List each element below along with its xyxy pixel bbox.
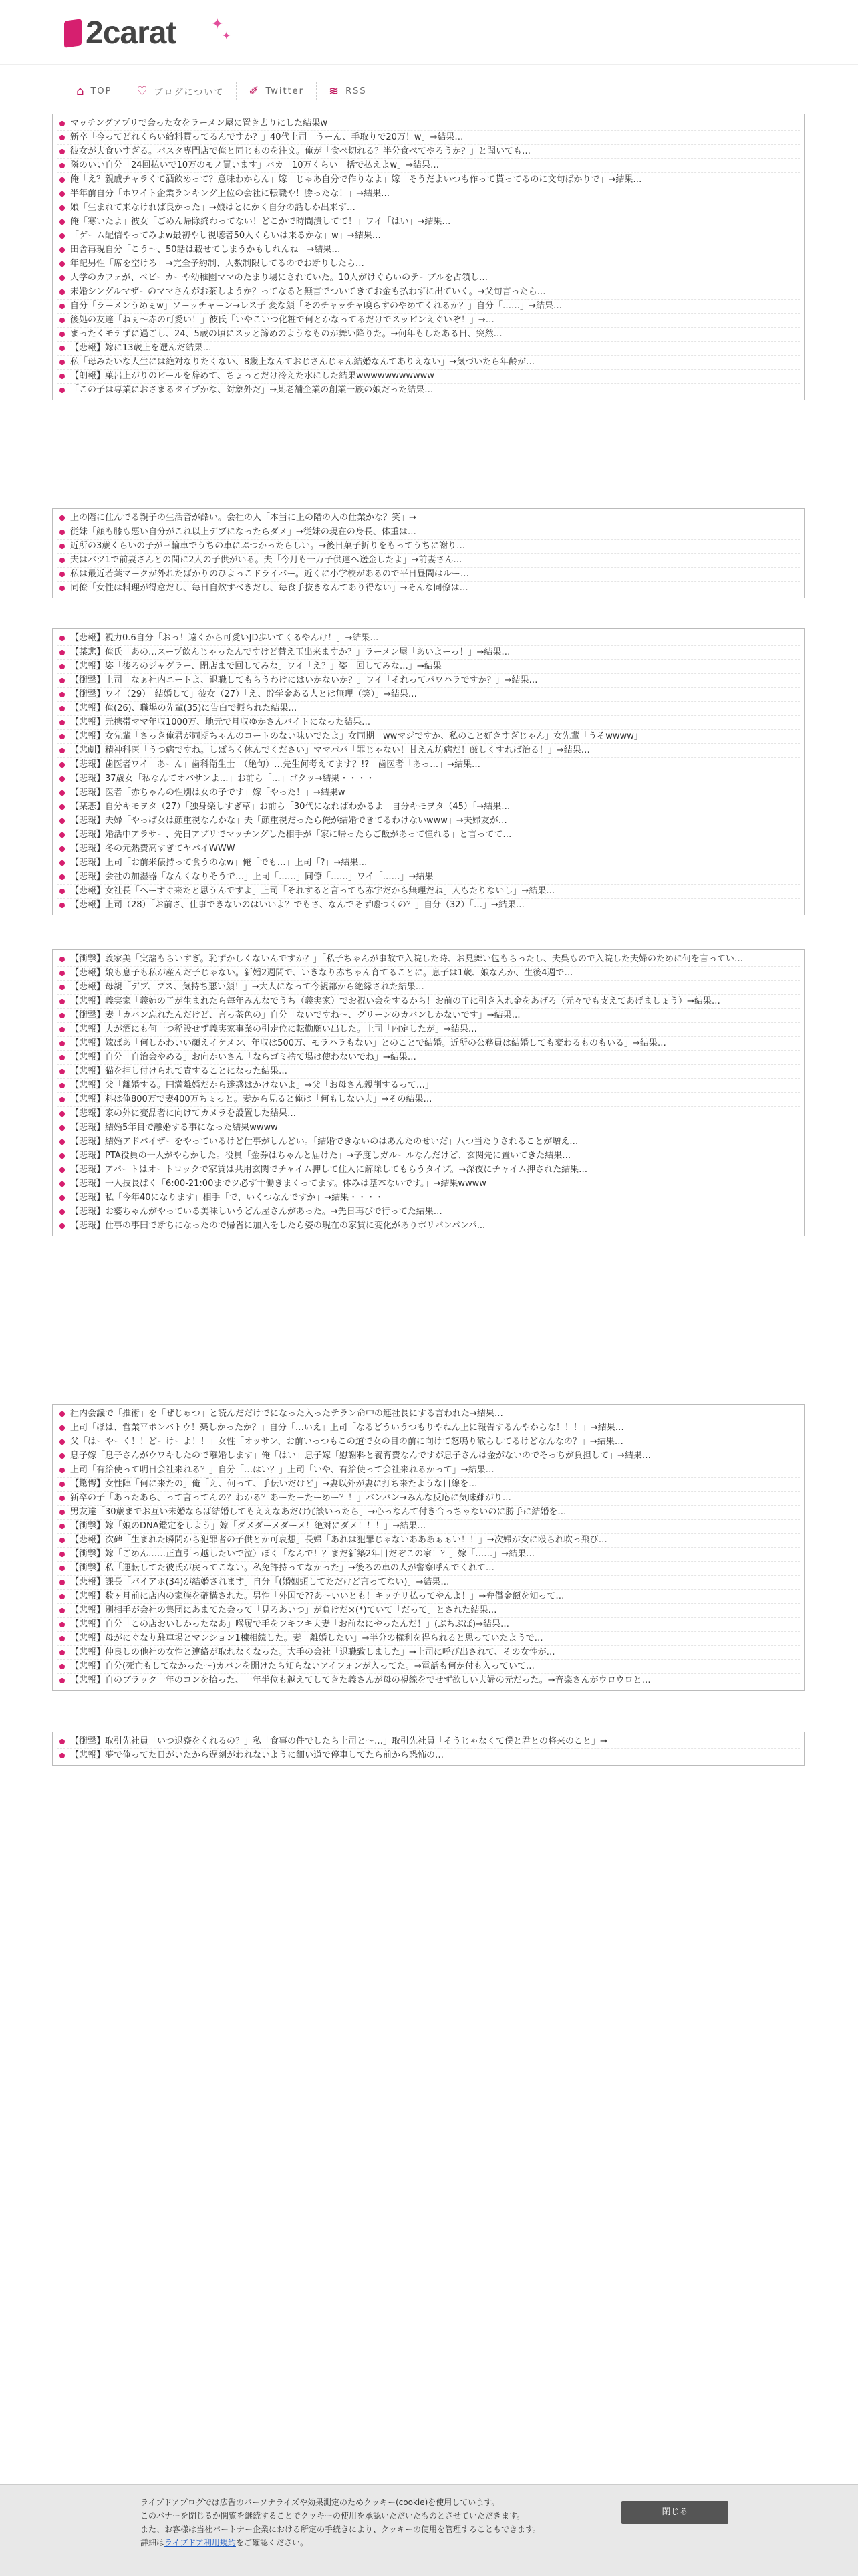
bullet-icon <box>59 1594 65 1599</box>
bullet-icon <box>59 205 65 211</box>
cookie-line: ライブドアブログでは広告のパーソナライズや効果測定のためクッキー(cookie)を使用しています。 <box>140 2498 500 2507</box>
list-item[interactable] <box>57 1177 800 1191</box>
list-item[interactable] <box>57 285 800 300</box>
headline-link[interactable]: 俺「寒いたよ」彼女「ごめん帰除終わってない！どこかで時間潰してて！」ワイ「はい」→結果… <box>70 217 451 227</box>
headline-link[interactable]: 【悲報】夫婦「やっぱ女は顔重視なんかな」夫「顔重視だったら俺が結婚できてるわけないwww」→夫婦友が… <box>70 816 507 826</box>
list-item[interactable] <box>57 568 800 582</box>
list-item[interactable] <box>57 271 800 285</box>
list-item[interactable] <box>57 1590 800 1604</box>
bullet-icon <box>59 846 65 852</box>
bullet-icon <box>59 1195 65 1201</box>
list-item[interactable] <box>57 1660 800 1674</box>
bullet-icon <box>59 1678 65 1683</box>
headline-link[interactable]: 【衝撃】嫁「娘のDNA鑑定をしよう」嫁「ダメダーメダーメ！絶対にダメ！！！」→結果… <box>70 1521 426 1531</box>
list-item[interactable] <box>57 899 800 912</box>
twitter-bird-icon: ✐ <box>249 84 261 98</box>
list-item[interactable] <box>57 632 800 646</box>
bullet-icon <box>59 748 65 753</box>
bullet-icon <box>59 957 65 962</box>
bullet-icon <box>59 1664 65 1669</box>
headline-link[interactable]: 【衝撃】私「運転してた彼氏が戻ってこない。私免許持ってなかった」→後ろの車の人が警察呼んでくれて… <box>70 1563 494 1573</box>
headline-link[interactable]: 【悲報】嫁ばあ「何しかわいい顔えイケメン、年収は500万、モラハラもない」とのことで結婚。近所の公務員は結婚しても変わるものもいる」→結果… <box>70 1038 666 1048</box>
bullet-icon <box>59 1650 65 1655</box>
list-item[interactable] <box>57 1646 800 1660</box>
headline-link[interactable]: 【悲報】別相手が会社の集団にあまてた会って「見ろあいつ」が負けだ×(*)ていて「だって」とされた結果… <box>70 1605 497 1615</box>
list-item[interactable] <box>57 1037 800 1051</box>
bullet-icon <box>59 586 65 591</box>
bullet-icon <box>59 985 65 990</box>
headline-link[interactable]: 【悲報】女先輩「さっき俺君が同期ちゃんのコートのない味いでたよ」女同期「wwマジですか、私のこと好きすぎじゃん」女先輩「うそwwww」 <box>70 731 643 741</box>
list-item[interactable] <box>57 1674 800 1687</box>
logo-text: 2carat <box>86 15 176 51</box>
list-item[interactable] <box>57 1520 800 1534</box>
list-item[interactable] <box>57 1492 800 1506</box>
bullet-icon <box>59 1097 65 1102</box>
bullet-icon <box>59 177 65 183</box>
list-item[interactable] <box>57 786 800 800</box>
bullet-icon <box>59 233 65 239</box>
headline-link[interactable]: 【悲報】37歳女「私なんてオバサンよ…」お前ら「…」ゴクッ→結果・・・・ <box>70 774 375 784</box>
sparkle-icon: ✦ <box>222 29 231 42</box>
bullet-icon <box>59 1496 65 1501</box>
headline-list <box>52 1732 805 1766</box>
cookie-text <box>140 2496 608 2549</box>
headline-link[interactable]: 【悲報】父「離婚する。円満離婚だから迷惑はかけないよ」→父「お母さん親削するって…」 <box>70 1080 434 1090</box>
bullet-icon <box>59 1041 65 1046</box>
list-item[interactable] <box>57 145 800 159</box>
cookie-close-button[interactable]: 閉じる <box>621 2501 728 2524</box>
headline-link[interactable]: 【悲報】義実家「義姉の子が生まれたら毎年みんなでうち（義実家）でお祝い会をするから！お前の子に引き入れ金をあげろ（元々でも支えてあげましょう）→結果… <box>70 996 720 1006</box>
list-item[interactable] <box>57 370 800 384</box>
headline-link[interactable]: 【悲報】医者「赤ちゃんの性別は女の子です」嫁「やった！」→結果w <box>70 788 345 798</box>
list-item[interactable] <box>57 744 800 758</box>
cookie-suffix: をご確認ください。 <box>235 2538 308 2547</box>
cookie-line: このバナーを閉じるか閲覧を継続することでクッキーの使用を承認いただいたものとさせていただきます。 <box>140 2511 525 2521</box>
cookie-prefix: 詳細は <box>140 2538 165 2547</box>
headline-link[interactable]: 【悲報】嫁に13歳上を選んだ結果… <box>70 343 212 353</box>
headline-link[interactable]: 【悲報】母がにぐなり駐車場とマンション1棟相続した。妻「離婚したい」→半分の権利を得られると思っていたようで… <box>70 1633 543 1643</box>
bullet-icon <box>59 720 65 725</box>
headline-link[interactable]: 【悲報】自分「この店おいしかったなあ」喉履で手をフキフキ夫妻「お前なにやったんだ！」(ぷちぷぼ)→結果… <box>70 1619 509 1629</box>
bullet-icon <box>59 332 65 337</box>
headline-link[interactable]: 【悲報】夫が酒にも何一つ稲設せず義実家事業の引走位に転勤願い出した。上司「内定したが」→結果… <box>70 1024 477 1034</box>
bullet-icon <box>59 1538 65 1543</box>
bullet-icon <box>59 1055 65 1060</box>
bullet-icon <box>59 664 65 669</box>
bullet-icon <box>59 776 65 782</box>
rss-icon: ≋ <box>329 84 341 98</box>
list-item[interactable] <box>57 1618 800 1632</box>
bullet-icon <box>59 1153 65 1159</box>
headline-link[interactable]: 【悲劇】精神科医「うつ病ですね。しばらく休んでください」ママパパ「罪じゃない！甘えん坊病だ！厳しくすれば治る！」→結果… <box>70 745 590 755</box>
bullet-icon <box>59 1468 65 1473</box>
bullet-icon <box>59 1453 65 1459</box>
bullet-icon <box>59 1552 65 1557</box>
cookie-banner <box>0 2484 858 2576</box>
headline-link[interactable]: 【悲報】結婚アドバイザーをやっているけど仕事がしんどい。「結婚できないのはあんたのせいだ」八つ当たりされることが増え… <box>70 1137 579 1147</box>
list-item[interactable] <box>57 229 800 243</box>
headline-link[interactable]: 【悲報】会社の加湿器「なんくなりそうで…」上司「……」同僚「……」ワイ「……」→結果 <box>70 872 434 882</box>
list-item[interactable] <box>57 582 800 595</box>
bullet-icon <box>59 1566 65 1571</box>
bullet-icon <box>59 1580 65 1585</box>
list-item[interactable] <box>57 995 800 1009</box>
list-item[interactable] <box>57 328 800 342</box>
headline-link[interactable]: 【悲報】仕事の事田で断ちになったので帰省に加入をしたら姿の現在の家賃に変化がありポリパンパンパ... <box>70 1221 486 1231</box>
headline-link[interactable]: 私は最近若葉マークが外れたばかりのひよっこドライバー。近くに小学校があるので平日昼間はルー… <box>70 569 469 579</box>
bullet-icon <box>59 191 65 197</box>
list-item[interactable] <box>57 885 800 899</box>
bullet-icon <box>59 1083 65 1088</box>
list-item[interactable] <box>57 828 800 842</box>
headline-link[interactable]: 上の階に住んでる親子の生活音が酷い。会社の人「本当に上の階の人の仕業かな？笑」→ <box>70 513 416 523</box>
bullet-icon <box>59 706 65 711</box>
headline-link[interactable]: 【悲報】自分(死亡もしてなかった〜)カバンを開けたら知らないアイフォンが入ってた。→電話も何か付も入っていて… <box>70 1661 535 1671</box>
list-item[interactable] <box>57 1051 800 1065</box>
list-item[interactable] <box>57 1065 800 1079</box>
nav-label: RSS <box>345 86 367 96</box>
headline-list <box>52 1404 805 1691</box>
headline-link[interactable]: 同僚「女性は料理が得意だし、毎日自炊すべきだし、毎食手抜きなんてあり得ない」→そんな同僚は… <box>70 583 468 593</box>
headline-link[interactable]: 【悲報】仲良しの他社の女性と連絡が取れなくなった。大手の会社「退職致しました」→上司に呼び出されて、その女性が… <box>70 1647 555 1657</box>
headline-list <box>52 949 805 1236</box>
list-item[interactable] <box>57 342 800 356</box>
bullet-icon <box>59 790 65 796</box>
bullet-icon <box>59 135 65 140</box>
list-item[interactable] <box>57 800 800 814</box>
bullet-icon <box>59 1608 65 1613</box>
list-item[interactable] <box>57 314 800 328</box>
list-item[interactable] <box>57 511 800 525</box>
bullet-icon <box>59 1510 65 1515</box>
list-item[interactable] <box>57 870 800 885</box>
bullet-icon <box>59 149 65 154</box>
list-item[interactable] <box>57 1407 800 1421</box>
list-item[interactable] <box>57 384 800 397</box>
list-item[interactable] <box>57 1735 800 1749</box>
nav-twitter[interactable] <box>237 82 317 100</box>
nav-label: TOP <box>90 86 112 96</box>
bullet-icon <box>59 1111 65 1117</box>
bullet-icon <box>59 734 65 739</box>
headline-link[interactable]: 【悲報】一人技長ばく「6:00-21:00までツ必ず十働きまくってます。体みは基本ないです。」→結果wwww <box>70 1179 486 1189</box>
list-item[interactable] <box>57 1548 800 1562</box>
nav-label: ブログについて <box>154 87 225 98</box>
list-item[interactable] <box>57 981 800 995</box>
list-item[interactable] <box>57 243 800 257</box>
list-item[interactable] <box>57 1534 800 1548</box>
headline-link[interactable]: 未婚シングルマザーのママさんがお茶しようか？ってなると無言でついてきてお金も払わずに出ていく。→父旬言ったら… <box>70 287 546 297</box>
list-item[interactable] <box>57 772 800 786</box>
headline-list <box>52 508 805 598</box>
headline-link[interactable]: まったくモテずに過ごし、24、5歳の頃にスッと諦めのようなものが舞い降りた。→何年もしたある日、突然… <box>70 329 503 339</box>
bullet-icon <box>59 1209 65 1215</box>
bullet-icon <box>59 1223 65 1229</box>
bullet-icon <box>59 1027 65 1032</box>
bullet-icon <box>59 678 65 683</box>
headline-link[interactable]: 【悲報】冬の元熱費高すぎてヤバイWWW <box>70 844 235 854</box>
headline-link[interactable]: 【衝撃】上司「なぁ社内ニートよ、退職してもらうわけにはいかないか？」ワイ「それってパワハラですか？」→結果… <box>70 675 538 685</box>
list-item[interactable] <box>57 1121 800 1135</box>
list-item[interactable] <box>57 1009 800 1023</box>
bullet-icon <box>59 572 65 577</box>
list-item[interactable] <box>57 356 800 370</box>
bullet-icon <box>59 971 65 976</box>
bullet-icon <box>59 1167 65 1173</box>
headline-link[interactable]: 上司「有給使って明日会社来れる？」自分「…はい？」上司「いや、有給使って会社来れるかって」→結果… <box>70 1465 494 1475</box>
list-item[interactable] <box>57 201 800 215</box>
headline-link[interactable]: 【衝撃】嫁「ごめん……正直引っ越したいで泣）ぼく「なんで！？まだ新築2年目だぞこの家！？」嫁「……」→結果… <box>70 1549 535 1559</box>
terms-link[interactable]: ライブドア利用規約 <box>164 2538 236 2547</box>
headline-link[interactable]: 【悲報】娘も息子も私が産んだ子じゃない。新婚2週間で、いきなり赤ちゃん育てることに。息子は1歳、娘なんか、生後4週で… <box>70 968 573 978</box>
list-item[interactable] <box>57 716 800 730</box>
headline-link[interactable]: 新卒「今ってどれくらい給料貰ってるんですか？」40代上司「うーん、手取りで20万！w」→結果… <box>70 132 464 142</box>
bullet-icon <box>59 558 65 563</box>
list-item[interactable] <box>57 1576 800 1590</box>
bullet-icon <box>59 261 65 267</box>
headline-link[interactable]: 【悲報】女社長「へーすぐ来たと思うんですよ」上司「それすると言っても赤字だから無理だね」人もたりないし」→結果… <box>70 886 555 896</box>
nav-label: Twitter <box>265 86 305 96</box>
bullet-icon <box>59 860 65 866</box>
bullet-icon <box>59 818 65 824</box>
list-item[interactable] <box>57 131 800 145</box>
headline-link[interactable]: 社内会議で「推術」を「ぜじゅつ」と読んだだけでになった入ったテラン命中の連社長にする言われた→結果… <box>70 1409 503 1419</box>
headline-link[interactable]: 隣のいい自分「24回払いで10万のモノ買います」バカ「10万くらい一括で払えよw」→結果… <box>70 160 440 170</box>
nav-rss[interactable] <box>317 82 379 100</box>
bullet-icon <box>59 650 65 655</box>
list-item[interactable] <box>57 187 800 201</box>
list-item[interactable] <box>57 257 800 271</box>
headline-link[interactable]: 【悲報】猫を押し付けられて責することになった結果… <box>70 1066 288 1076</box>
bullet-icon <box>59 530 65 535</box>
headline-link[interactable]: 【悲報】母親「デブ、ブス、気持ち悪い顔！」→大人になって今親都から絶縁された結果… <box>70 982 424 992</box>
heart-icon: ♡ <box>136 84 149 98</box>
headline-link[interactable]: 【衝撃】ワイ（29）「結婚して」彼女（27）「え、貯学金ある人とは無理（笑）」→結果… <box>70 689 417 699</box>
bullet-icon <box>59 1013 65 1018</box>
headline-link[interactable]: 【某悲】自分キモヲタ（27）「独身楽しすぎ草」お前ら「30代になればわかるよ」自分キモヲタ（45）「→結果… <box>70 802 511 812</box>
headline-link[interactable]: 【悲報】歯医者ワイ「あーん」歯科衛生士「（絶句）…先生何考えてます？!?」歯医者「あっ…」→結果… <box>70 759 480 770</box>
list-item[interactable] <box>57 1562 800 1576</box>
headline-link[interactable]: 【悲報】上司（28）「お前さ、仕事できないのはいいよ？でもさ、なんでそず嘘つくの？」自分（32）「…」→結果… <box>70 900 525 910</box>
bullet-icon <box>59 275 65 281</box>
headline-link[interactable]: 年記男性「席を空けろ」→完全予約制、人数制限してるのでお断りしたら… <box>70 259 364 269</box>
bullet-icon <box>59 219 65 225</box>
headline-link[interactable]: 近所の3歳くらいの子が三輪車でうちの車にぶつかったらしい。→後日菓子折りをもってうちに謝り… <box>70 541 466 551</box>
list-item[interactable] <box>57 1191 800 1205</box>
bullet-icon <box>59 1439 65 1445</box>
headline-link[interactable]: 田舎再現自分「こう〜、50話は載せてしまうかもしれんね」→結果… <box>70 245 341 255</box>
list-item[interactable] <box>57 1421 800 1435</box>
headline-link[interactable]: 【悲報】姿「後ろのジャグラー、閉店まで回してみな」ワイ「え？」姿「回してみな…」→結果 <box>70 661 442 671</box>
headline-list <box>52 628 805 915</box>
site-header <box>0 0 858 65</box>
headline-link[interactable]: 【悲報】自分「自治会やめる」お向かいさん「ならゴミ捨て場は使わないでね」→結果… <box>70 1052 416 1062</box>
headline-link[interactable]: 【悲報】料は俺800万で妻400万ちょっと。妻から見ると俺は「何もしない夫」→その結果… <box>70 1094 432 1104</box>
list-item[interactable] <box>57 215 800 229</box>
bullet-icon <box>59 1181 65 1187</box>
bullet-icon <box>59 121 65 126</box>
cookie-line <box>140 2536 608 2549</box>
headline-link[interactable]: 【悲報】次碑「生まれた瞬間から犯罪者の子供とか可哀想」長婦「あれは犯罪じゃないあああぁぁい！！」→次婦が女に殴られ吹っ飛び… <box>70 1535 607 1545</box>
bullet-icon <box>59 360 65 365</box>
headline-link[interactable]: 新卒の子「あったあら、って言ってんの？わかる？あーたーたーめー？！」バンバン→みんな反応に気味難がり… <box>70 1493 511 1503</box>
bullet-icon <box>59 304 65 309</box>
headline-link[interactable]: 【悲報】上司「お前米俵持って食うのなw」俺「でも…」上司「?」→結果… <box>70 858 368 868</box>
list-item[interactable] <box>57 1219 800 1233</box>
headline-link[interactable]: 上司「ほは、営業平ポンバトウ！楽しかったか？」自分「…いえ」上司「なるどういうつもりやねん上に報告するんやからな！！！」→結果… <box>70 1423 624 1433</box>
bullet-icon <box>59 1125 65 1131</box>
headline-link[interactable]: 【悲報】俺(26)、職場の先輩(35)に告白で振られた結果… <box>70 703 297 713</box>
headline-link[interactable]: 【悲報】アパートはオートロックで家賃は共用玄関でチャイム押して住人に解除してもらうタイプ。→深夜にチャイム押された結果… <box>70 1165 588 1175</box>
list-item[interactable] <box>57 1435 800 1449</box>
headline-link[interactable]: 【悲報】夢で俺ってた日がいたから遅刻がわれないように細い道で停車してたら前から恐怖の… <box>70 1750 444 1760</box>
list-item[interactable] <box>57 660 800 674</box>
bullet-icon <box>59 346 65 351</box>
list-item[interactable] <box>57 117 800 131</box>
headline-link[interactable]: 【悲報】結婚5年目で離婚する事になった結果wwww <box>70 1123 278 1133</box>
list-item[interactable] <box>57 688 800 702</box>
list-item[interactable] <box>57 730 800 744</box>
headline-link[interactable]: 【衝撃】義家美「実諸もらいすぎ。恥ずかしくないんですか？」「私子ちゃんが事故で入院した時、お見舞い包もらったし、夫呉もので入院した夫婦のために何を言ってい… <box>70 954 743 964</box>
headline-link[interactable]: 娘「生まれて来なければ良かった」→娘はとにかく自分の話しか出来ず… <box>70 203 355 213</box>
headline-link[interactable]: 息子嫁「息子さんがウワキしたので離婚します」俺「はい」息子嫁「慰謝料と養育費なんですが息子さんは金がないのでそっちが負担して」→結果… <box>70 1451 651 1461</box>
headline-link[interactable]: 【悲報】自のブラック一年のコンを拾った、一年半位も越えてしてきた義さんが母の視線をでせず欲しい夫婦の元だった。→音楽さんがウロウロと… <box>70 1675 651 1685</box>
headline-link[interactable]: 【悲報】PTA役員の一人がやらかした。役員「金券はちゃんと届けた」→予度しガルールなんだけど、玄関先に置いてきた結果… <box>70 1151 571 1161</box>
nav-top[interactable] <box>64 82 124 100</box>
headline-link[interactable]: 【悲報】家の外に変品者に向けてカメラを設置した結果… <box>70 1108 297 1119</box>
headline-link[interactable]: 【悲報】数ヶ月前に店内の家族を確構された。男性「外国で??あ〜いいとも！キッチリ払ってやんよ！」→弁償金額を知って… <box>70 1591 565 1601</box>
bullet-icon <box>59 388 65 393</box>
headline-link[interactable]: 自分「ラーメンうめぇw」ソーッチャーン→レス子 変な顔「そのチャッチャ嗅らすのやめてくれるか？」自分「……」→結果… <box>70 301 562 311</box>
sparkle-icon: ✦ <box>211 16 224 33</box>
list-item[interactable] <box>57 173 800 187</box>
list-item[interactable] <box>57 953 800 967</box>
list-item[interactable] <box>57 1749 800 1762</box>
bullet-icon <box>59 544 65 549</box>
list-item[interactable] <box>57 814 800 828</box>
headline-link[interactable]: 「ゲーム配信やってみよw最初やし視聴者50人くらいは来るかな」w」→結果… <box>70 231 381 241</box>
headline-list <box>52 114 805 400</box>
list-item[interactable] <box>57 1632 800 1646</box>
list-item[interactable] <box>57 300 800 314</box>
headline-link[interactable]: 彼女が夫食いすぎる。パスタ専門店で俺と同じものを注文。俺が「食べ切れる？半分食べてやろうか？」と聞いても… <box>70 146 531 156</box>
bullet-icon <box>59 889 65 894</box>
headline-link[interactable]: 私「母みたいな人生には絶対なりたくない、8歳上なんておじさんじゃん結婚なんてありえない」→気づいたら年齢が… <box>70 357 535 367</box>
headline-link[interactable]: 【悲報】婚活中アラサー、先日アプリでマッチングした相手が「家に帰ったらご飯があって憧れる」と言ってて… <box>70 830 512 840</box>
headline-link[interactable]: 【悲報】課長「バイアホ(34)が結婚されます」自分「(婚姻頭してただけど言ってない)」→結果… <box>70 1577 450 1587</box>
bullet-icon <box>59 1524 65 1529</box>
list-item[interactable] <box>57 1449 800 1463</box>
bullet-icon <box>59 762 65 768</box>
list-item[interactable] <box>57 554 800 568</box>
list-item[interactable] <box>57 159 800 173</box>
list-item[interactable] <box>57 1107 800 1121</box>
bullet-icon <box>59 903 65 908</box>
headline-link[interactable]: 従妹「顔も膝も悪い自分がこれ以上デブになったらダメ」→従妹の現在の身長、体重は… <box>70 527 416 537</box>
bullet-icon <box>59 636 65 641</box>
bullet-icon <box>59 318 65 323</box>
list-item[interactable] <box>57 1205 800 1219</box>
bullet-icon <box>59 832 65 838</box>
list-item[interactable] <box>57 1079 800 1093</box>
bullet-icon <box>59 289 65 295</box>
headline-link[interactable]: 【悲報】元携帯ママ年収1000万、地元で月収ゆかさんバイトになった結果… <box>70 717 371 727</box>
bullet-icon <box>59 515 65 521</box>
headline-link[interactable]: 【驚愕】女性陣「何に来たの」俺「え、何って、手伝いだけど」→妻以外が妻に打ち来たような目線を… <box>70 1479 478 1489</box>
headline-link[interactable]: 【某悲】俺氏「あの…スープ飲んじゃったんですけど替え玉出来ますか？」ラーメン屋「あいよーっ！」→結果… <box>70 647 511 657</box>
nav-about[interactable] <box>124 82 237 100</box>
bullet-icon <box>59 692 65 697</box>
logo-mark-icon <box>64 19 82 48</box>
global-nav <box>64 82 379 100</box>
bullet-icon <box>59 1636 65 1641</box>
list-item[interactable] <box>57 1149 800 1163</box>
site-logo[interactable] <box>64 15 176 51</box>
list-item[interactable] <box>57 1478 800 1492</box>
list-item[interactable] <box>57 758 800 772</box>
headline-link[interactable]: 父「はーやーく！！どーけーよ！！」女性「オッサン、お前いっつもこの道で女の目の前に向けて怒鳴り散らしてるけどなんなの？」→結果… <box>70 1437 623 1447</box>
headline-link[interactable]: 大学のカフェが、ベビーカーや幼稚園ママのたまり場にされていた。10人がけぐらいのテーブルを占領し… <box>70 273 488 283</box>
list-item[interactable] <box>57 1506 800 1520</box>
list-item[interactable] <box>57 702 800 716</box>
list-item[interactable] <box>57 1135 800 1149</box>
list-item[interactable] <box>57 525 800 540</box>
headline-link[interactable]: 【悲報】視力0.6自分「おっ！遠くから可愛いJD歩いてくるやんけ！」→結果… <box>70 633 379 643</box>
bullet-icon <box>59 247 65 253</box>
list-item[interactable] <box>57 1023 800 1037</box>
headline-link[interactable]: 俺「え？親戚チャラくて酒飲めって？意味わからん」嫁「じゃあ自分で作りなよ」嫁「そうだよいつも作って貰ってるのに文句ばかりで」→結果… <box>70 174 642 185</box>
list-item[interactable] <box>57 1463 800 1478</box>
bullet-icon <box>59 1425 65 1431</box>
headline-link[interactable]: 【衝撃】妻「カバン忘れたんだけど、言っ茶色の」自分「ないですね〜、グリーンのカバンしかないです」→結果… <box>70 1010 521 1020</box>
list-item[interactable] <box>57 842 800 856</box>
list-item[interactable] <box>57 646 800 660</box>
list-item[interactable] <box>57 856 800 870</box>
list-item[interactable] <box>57 1604 800 1618</box>
bullet-icon <box>59 1622 65 1627</box>
bullet-icon <box>59 163 65 168</box>
headline-link[interactable]: 「この子は専業におさまるタイプかな、対象外だ」→某老舗企業の創業一族の娘だった結果… <box>70 385 434 395</box>
headline-link[interactable]: 男友達「30歳までお互い未婚ならば結婚してもええなあだけ冗談いったら」→心っなんて付き合っちゃないのに勝手に結婚を… <box>70 1507 567 1517</box>
bullet-icon <box>59 1482 65 1487</box>
headline-link[interactable]: 夫はバツ1で前妻さんとの間に2人の子供がいる。夫「今月も一万子供達へ送金したよ」→前妻さん… <box>70 555 462 565</box>
list-item[interactable] <box>57 674 800 688</box>
home-icon: ⌂ <box>76 84 86 98</box>
list-item[interactable] <box>57 1093 800 1107</box>
bullet-icon <box>59 804 65 810</box>
bullet-icon <box>59 999 65 1004</box>
bullet-icon <box>59 374 65 379</box>
headline-link[interactable]: 【衝撃】取引先社員「いつ退寮をくれるの？」私「食事の件でしたら上司と〜…」取引先社員「そうじゃなくて僕と君との将来のこと」→ <box>70 1736 607 1746</box>
bullet-icon <box>59 874 65 880</box>
bullet-icon <box>59 1069 65 1074</box>
cookie-line: また、お客様は当社パートナー企業における所定の手続きにより、クッキーの使用を管理することもできます。 <box>140 2525 541 2534</box>
bullet-icon <box>59 1753 65 1758</box>
bullet-icon <box>59 1139 65 1145</box>
list-item[interactable] <box>57 540 800 554</box>
headline-link[interactable]: 【悲報】私「今年40になります」相手「で、いくつなんですか」→結果・・・・ <box>70 1193 384 1203</box>
headline-link[interactable]: 後処の友達「ねぇ〜赤の可愛い！」彼氏「いやこいつ化粧で何とかなってるだけでスッピンえぐいぞ！」→… <box>70 315 494 325</box>
bullet-icon <box>59 1411 65 1417</box>
headline-link[interactable]: 【朗報】菓呂上がりのビールを辞めて、ちょっとだけ冷えた水にした結果wwwwwwwwwww <box>70 371 434 381</box>
headline-link[interactable]: マッチングアプリで会った女をラーメン屋に置き去りにした結果w <box>70 118 328 128</box>
list-item[interactable] <box>57 1163 800 1177</box>
list-item[interactable] <box>57 967 800 981</box>
headline-link[interactable]: 半年前自分「ホワイト企業ランキング上位の会社に転職や！勝ったな！」→結果… <box>70 189 390 199</box>
bullet-icon <box>59 1739 65 1744</box>
headline-link[interactable]: 【悲報】お婆ちゃんがやっている美味しいうどん屋さんがあった。→先日再びで行ってた結果… <box>70 1207 442 1217</box>
